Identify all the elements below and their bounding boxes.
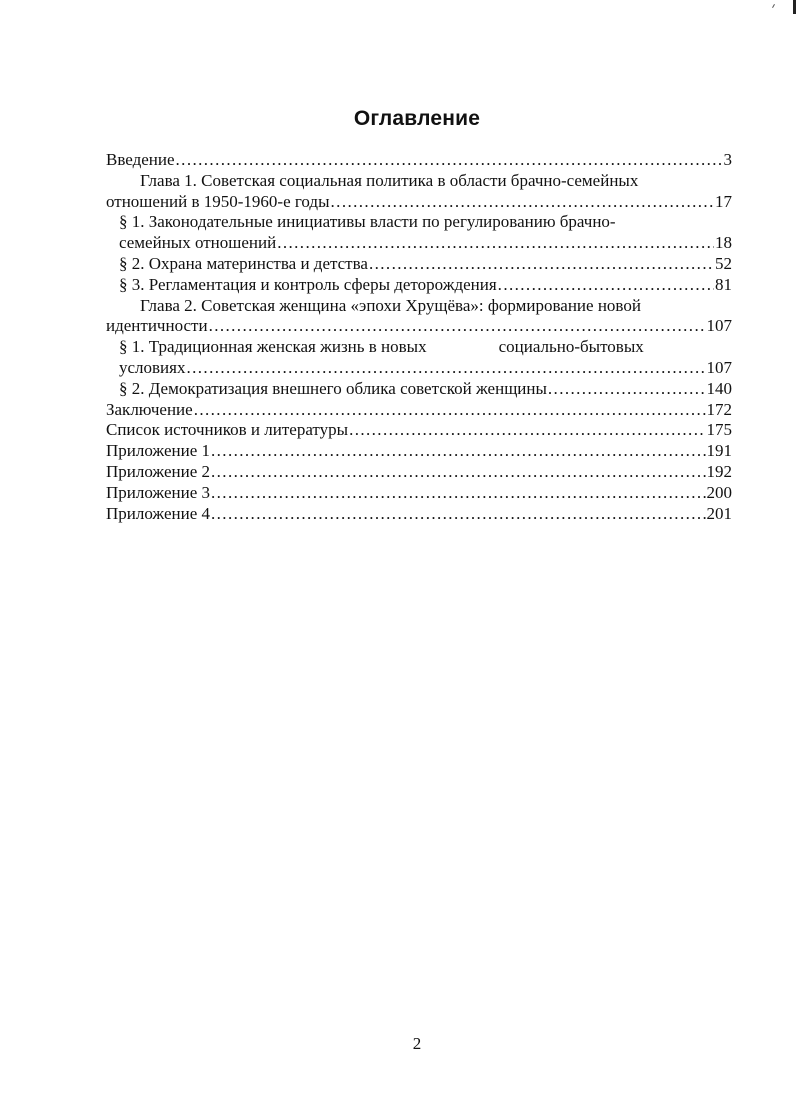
toc-dot-leader	[176, 150, 723, 171]
toc-entry-ch1-section-2[interactable]	[106, 254, 732, 275]
toc-dot-leader	[211, 462, 706, 483]
toc-dot-leader	[211, 441, 706, 462]
toc-entry-label-cont: идентичности	[106, 316, 208, 336]
toc-entry-appendix-1[interactable]	[106, 441, 732, 462]
toc-entry-label-part: социально-бытовых	[498, 337, 644, 357]
toc-entry-page: 192	[706, 461, 732, 481]
toc-entry-label: Глава 1. Советская социальная политика в области брачно-семейных	[140, 170, 639, 190]
toc-entry-label: Заключение	[106, 399, 193, 419]
toc-entry-page: 107	[706, 316, 732, 336]
toc-entry-label-cont: условиях	[119, 357, 186, 377]
toc-entry-ch2-section-1[interactable]	[106, 337, 732, 379]
table-of-contents	[106, 150, 732, 524]
toc-entry-appendix-2[interactable]	[106, 462, 732, 483]
toc-entry-chapter-2[interactable]	[106, 296, 732, 338]
toc-dot-leader	[186, 358, 705, 379]
toc-dot-leader	[498, 275, 714, 296]
toc-entry-appendix-3[interactable]	[106, 483, 732, 504]
toc-entry-label: § 2. Демократизация внешнего облика советской женщины	[119, 378, 547, 398]
toc-entry-page: 191	[706, 441, 732, 461]
toc-entry-label-cont: отношений в 1950-1960-е годы	[106, 191, 330, 211]
toc-dot-leader	[277, 233, 714, 254]
toc-entry-ch2-section-2[interactable]	[106, 379, 732, 400]
toc-dot-leader	[548, 379, 706, 400]
toc-entry-label: § 1. Законодательные инициативы власти по регулированию брачно-	[119, 212, 616, 232]
toc-entry-ch1-section-1[interactable]	[106, 212, 732, 254]
toc-entry-label: Приложение 2	[106, 461, 210, 481]
toc-entry-appendix-4[interactable]	[106, 504, 732, 525]
toc-entry-label: Приложение 4	[106, 503, 210, 523]
toc-entry-label: § 2. Охрана материнства и детства	[119, 253, 368, 273]
toc-dot-leader	[349, 420, 705, 441]
toc-entry-ch1-section-3[interactable]	[106, 275, 732, 296]
toc-entry-page: 200	[706, 482, 732, 502]
toc-entry-page: 81	[715, 274, 732, 294]
page-title: Оглавление	[353, 107, 481, 130]
toc-entry-label: § 3. Регламентация и контроль сферы деторождения	[119, 274, 497, 294]
toc-entry-page: 140	[706, 378, 732, 398]
toc-entry-label: Введение	[106, 150, 175, 169]
toc-entry-page: 201	[706, 503, 732, 523]
toc-entry-label: Приложение 1	[106, 441, 210, 461]
toc-dot-leader	[194, 400, 706, 421]
page-number: 2	[412, 1034, 422, 1053]
toc-entry-page: 52	[715, 253, 732, 273]
toc-entry-label-cont: семейных отношений	[119, 233, 277, 253]
toc-entry-page: 17	[715, 191, 732, 211]
toc-entry-page: 175	[706, 420, 732, 440]
toc-entry-label: Глава 2. Советская женщина «эпохи Хрущёва»: формирование новой	[140, 295, 641, 315]
toc-entry-label: § 1. Традиционная женская жизнь в новых	[119, 337, 427, 357]
toc-dot-leader	[369, 254, 714, 275]
toc-entry-intro[interactable]	[106, 150, 732, 171]
toc-dot-leader	[211, 504, 706, 525]
toc-entry-chapter-1[interactable]	[106, 171, 732, 213]
toc-entry-conclusion[interactable]	[106, 400, 732, 421]
toc-entry-page: 172	[706, 399, 732, 419]
toc-dot-leader	[211, 483, 706, 504]
scan-speck	[772, 4, 775, 8]
toc-dot-leader	[209, 316, 706, 337]
toc-entry-label: Список источников и литературы	[106, 420, 349, 440]
toc-entry-page: 3	[723, 150, 732, 169]
toc-entry-label: Приложение 3	[106, 482, 210, 502]
toc-entry-page: 107	[706, 357, 732, 377]
toc-entry-sources[interactable]	[106, 420, 732, 441]
toc-dot-leader	[331, 192, 714, 213]
toc-entry-page: 18	[715, 233, 732, 253]
